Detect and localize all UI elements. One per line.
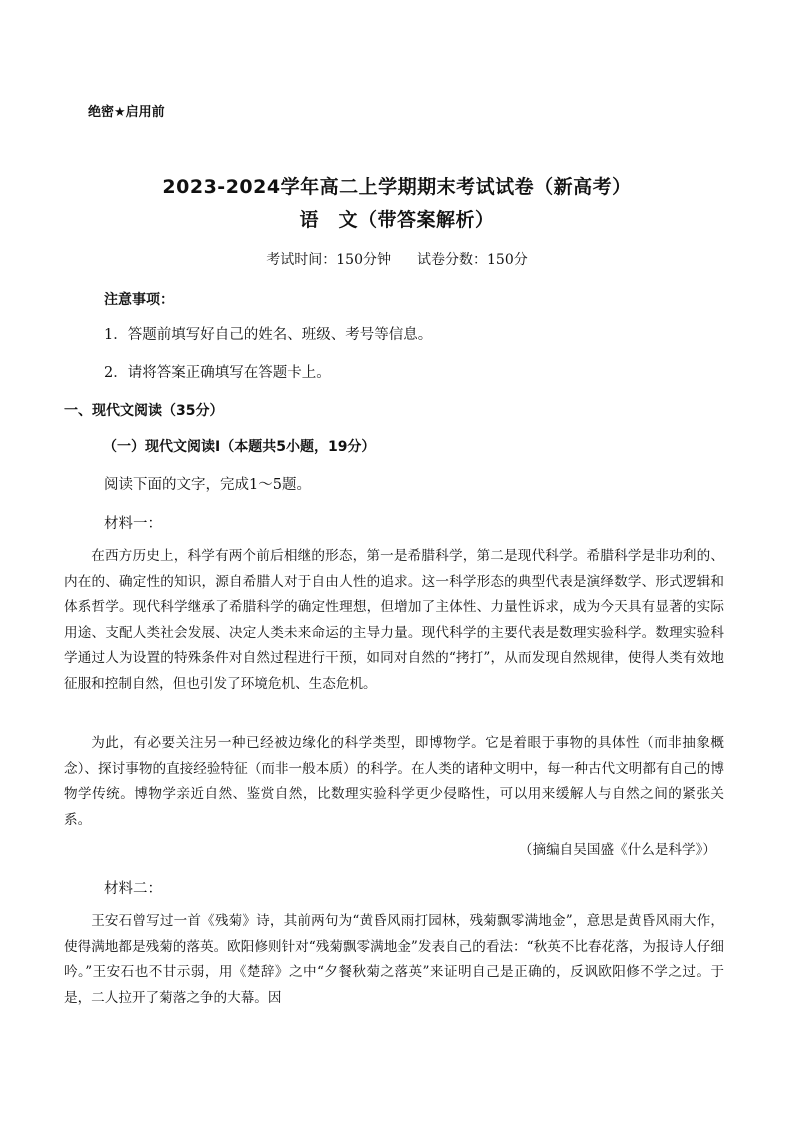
notice-heading: 注意事项： bbox=[104, 292, 174, 308]
material2-label: 材料二： bbox=[104, 881, 162, 897]
material1-paragraph: 为此，有必要关注另一种已经被边缘化的科学类型，即博物学。它是着眼于事物的具体性（而非抽象概念）、探讨事物的直接经验特征（而非一般本质）的科学。在人类的诸种文明中，每一种古代文明都有自己的博物学传统。博物学亲近自然、鉴赏自然，比数理实验科学更少侵略性，可以用来缓解人与自然之间的紧张关系。 bbox=[64, 735, 724, 828]
exam-time: 考试时间：150分钟 bbox=[266, 252, 391, 268]
subsection-heading: （一）现代文阅读Ⅰ（本题共5小题，19分） bbox=[103, 439, 376, 455]
section-heading: 一、现代文阅读（35分） bbox=[64, 403, 224, 419]
exam-title: 2023-2024学年高二上学期期末考试试卷（新高考） bbox=[162, 176, 632, 198]
reading-instruction: 阅读下面的文字，完成1～5题。 bbox=[104, 477, 311, 493]
confidential-label: 绝密★启用前 bbox=[88, 105, 165, 120]
material1-label: 材料一： bbox=[104, 516, 162, 532]
notice-item: 1．答题前填写好自己的姓名、班级、考号等信息。 bbox=[104, 327, 433, 343]
exam-score: 试卷分数：150分 bbox=[417, 252, 528, 268]
exam-info bbox=[0, 249, 794, 269]
material1-paragraph: 在西方历史上，科学有两个前后相继的形态，第一是希腊科学，第二是现代科学。希腊科学是非功利的、内在的、确定性的知识，源自希腊人对于自由人性的追求。这一科学形态的典型代表是演绎数学、形式逻辑和体系哲学。现代科学继承了希腊科学的确定性理想，但增加了主体性、力量性诉求，成为今天具有显著的实际用途、支配人类社会发展、决定人类未来命运的主导力量。现代科学的主要代表是数理实验科学。数理实验科学通过人为设置的特殊条件对自然过程进行干预，如同对自然的“拷打”，从而发现自然规律，使得人类有效地征服和控制自然，但也引发了环境危机、生态危机。 bbox=[64, 548, 724, 692]
exam-subtitle: 语 文（带答案解析） bbox=[299, 209, 495, 231]
material1-source: （摘编自吴国盛《什么是科学》） bbox=[518, 842, 716, 858]
material2-paragraph: 王安石曾写过一首《残菊》诗，其前两句为“黄昏风雨打园林，残菊飘零满地金”，意思是黄昏风雨大作，使得满地都是残菊的落英。欧阳修则针对“残菊飘零满地金”发表自己的看法：“秋英不比春花落，为报诗人仔细吟。”王安石也不甘示弱，用《楚辞》之中“夕餐秋菊之落英”来证明自己是正确的，反讽欧阳修不学之过。于是，二人拉开了菊落之争的大幕。因 bbox=[64, 913, 724, 1006]
notice-item: 2．请将答案正确填写在答题卡上。 bbox=[104, 365, 331, 381]
